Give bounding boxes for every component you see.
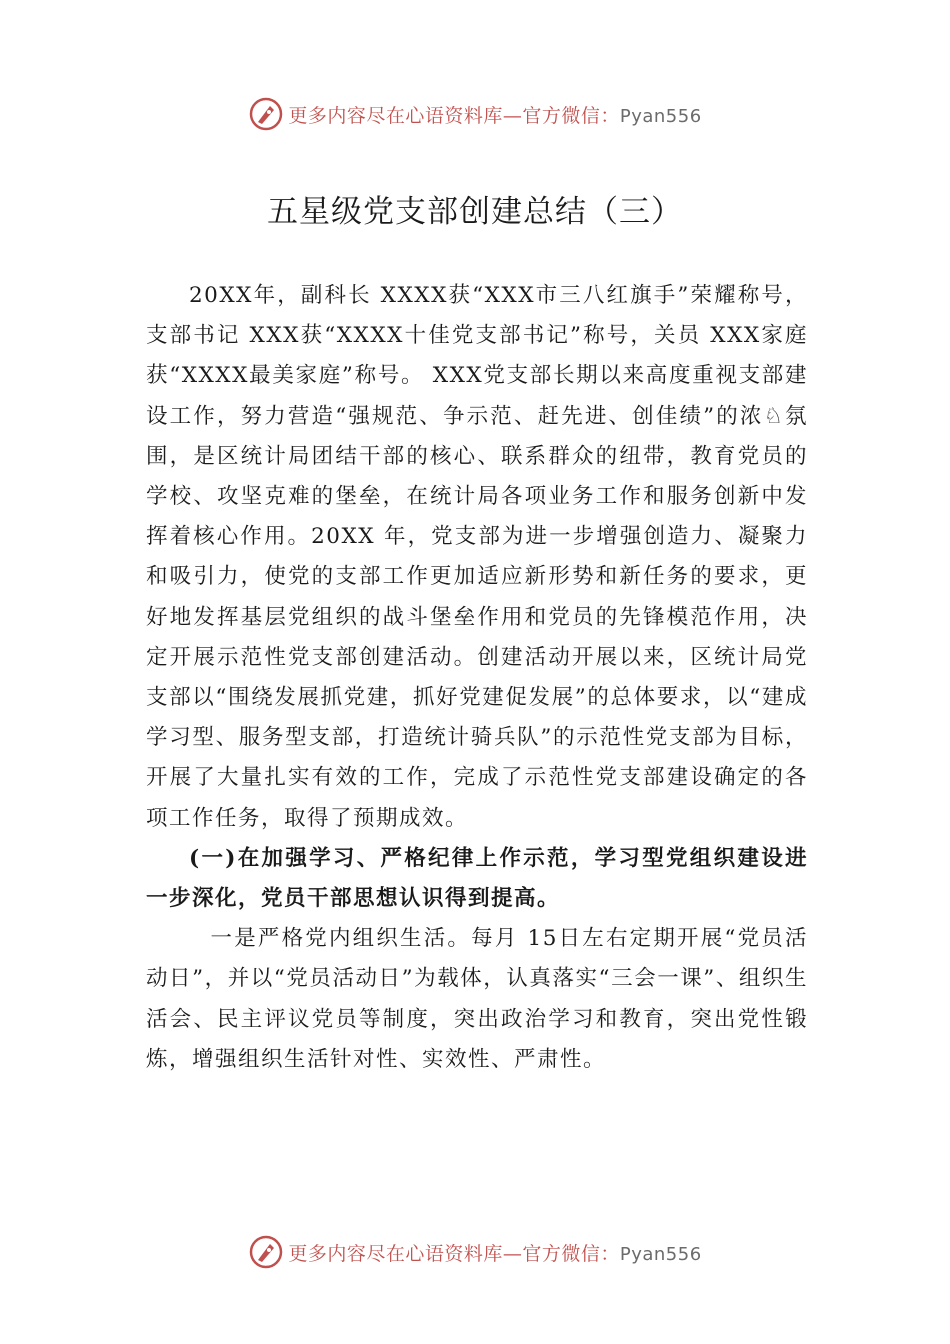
footer-banner-account: Pyan556 xyxy=(619,1243,702,1265)
header-banner-text xyxy=(288,101,701,128)
footer-banner-label: 更多内容尽在心语资料库—官方微信： xyxy=(288,1242,620,1265)
body-paragraph: 20XX年，副科长 XXXX获“XXX市三八红旗手”荣耀称号，支部书记 XXX获“XXXX十佳党支部书记”称号，关员 XXX家庭获“XXXX最美家庭”称号。 XXX党支部长期以来高度重视支部建设工作，努力营造“强规范、争示范、赶先进、创佳绩”的浓♘氛围，是区统计局团结干部的核心、联系群众的纽带，教育党员的学校、攻坚克难的堡垒，在统计局各项业务工作和服务创新中发挥着核心作用。20XX 年，党支部为进一步增强创造力、凝聚力和吸引力，使党的支部工作更加适应新形势和新任务的要求，更好地发挥基层党组织的战斗堡垒作用和党员的先锋模范作用，决定开展示范性党支部创建活动。创建活动开展以来，区统计局党支部以“围绕发展抓党建，抓好党建促发展”的总体要求，以“建成学习型、服务型支部，打造统计骑兵队”的示范性党支部为目标，开展了大量扎实有效的工作，完成了示范性党支部建设确定的各项工作任务，取得了预期成效。 xyxy=(146,283,808,831)
footer-banner xyxy=(0,1232,950,1272)
pen-nib-circle-icon xyxy=(248,1234,284,1270)
header-banner-label: 更多内容尽在心语资料库—官方微信： xyxy=(288,104,620,127)
body-paragraph: 一是严格党内组织生活。每月 15日左右定期开展“党员活动日”，并以“党员活动日”为载体，认真落实“三会一课”、组织生活会、民主评议党员等制度，突出政治学习和教育，突出党性锻炼，增强组织生活针对性、实效性、严肃性。 xyxy=(146,926,808,1072)
document-title: 五星级党支部创建总结（三） xyxy=(267,194,683,230)
footer-banner-text xyxy=(288,1239,701,1266)
pen-nib-circle-icon xyxy=(248,96,284,132)
document-body xyxy=(146,276,808,1080)
header-banner-account: Pyan556 xyxy=(619,105,702,127)
header-banner xyxy=(0,94,950,134)
section-heading: (一)在加强学习、严格纪律上作示范，学习型党组织建设进一步深化，党员干部思想认识得到提高。 xyxy=(146,845,808,912)
